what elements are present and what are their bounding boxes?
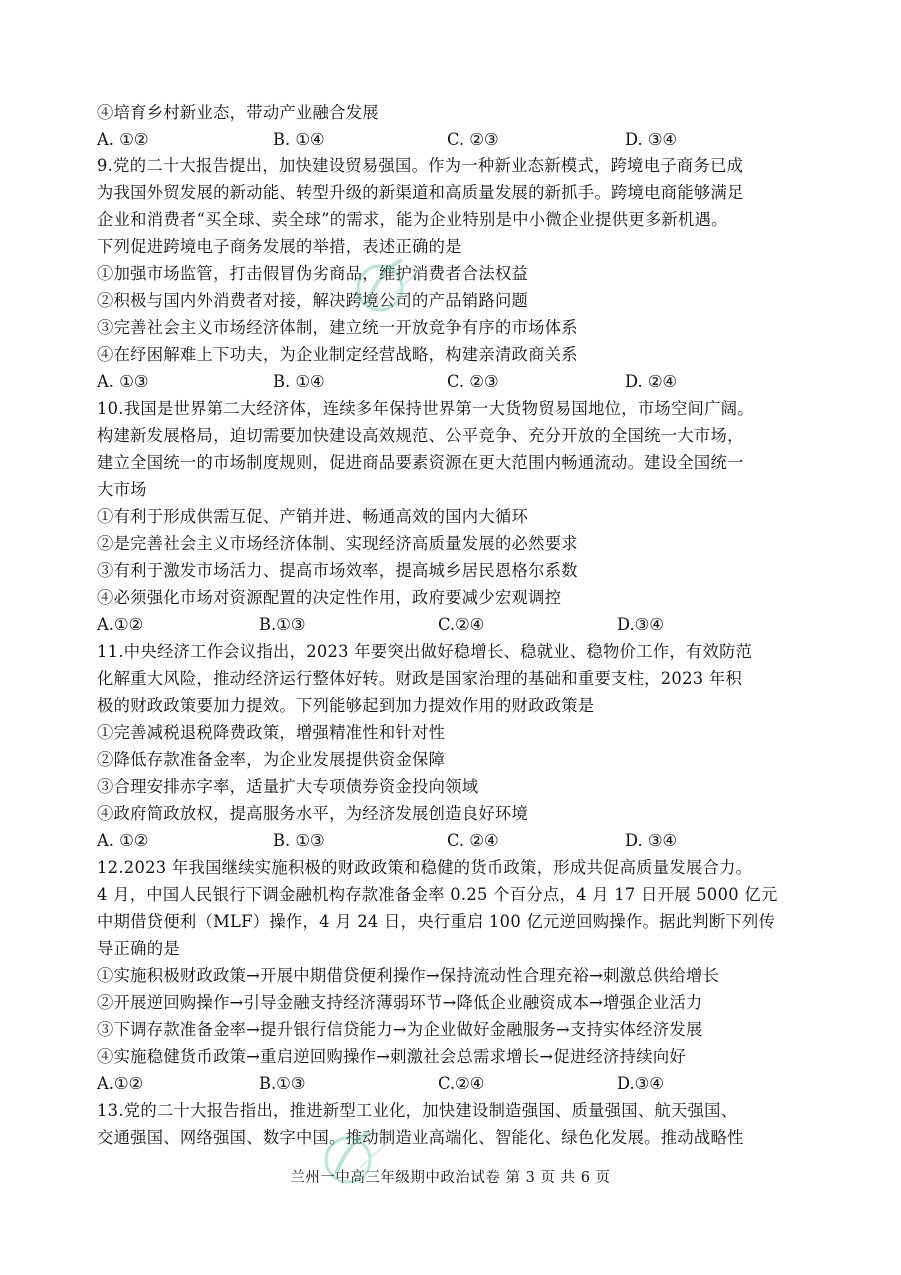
q9-item-1: ①加强市场监管，打击假冒伪劣商品，维护消费者合法权益 (97, 264, 529, 283)
q11-item-3: ③合理安排赤字率，适量扩大专项债券资金投向领域 (97, 777, 479, 796)
watermark-logo-icon (340, 240, 430, 330)
q11-item-1: ①完善减税退税降费政策，增强精准性和针对性 (97, 723, 446, 742)
option-a: A.①② (97, 1074, 144, 1093)
q10-stem-line-2: 构建新发展格局，迫切需要加快建设高效规范、公平竞争、充分开放的全国统一大市场， (97, 426, 744, 445)
q11-stem-line-2: 化解重大风险，推动经济运行整体好转。财政是国家治理的基础和重要支柱，2023 年积 (97, 669, 743, 688)
q9-stem-line-2: 为我国外贸发展的新动能、转型升级的新渠道和高质量发展的新抓手。跨境电商能够满足 (97, 183, 744, 202)
option-a: A. ①② (97, 831, 149, 850)
watermark-logo-icon (308, 1112, 398, 1202)
q12-stem-line-4: 导正确的是 (97, 939, 180, 958)
option-c: C. ②③ (447, 372, 499, 391)
option-d: D.③④ (617, 615, 664, 634)
q11-item-4: ④政府简政放权，提高服务水平，为经济发展创造良好环境 (97, 804, 529, 823)
option-d: D.③④ (617, 1074, 664, 1093)
q12-item-3: ③下调存款准备金率→提升银行信贷能力→为企业做好金融服务→支持实体经济发展 (97, 1020, 703, 1039)
q9-stem-line-4: 下列促进跨境电子商务发展的举措，表述正确的是 (97, 237, 462, 256)
q10-stem-line-4: 大市场 (97, 480, 147, 499)
option-c: C. ②③ (447, 130, 499, 149)
option-a: A.①② (97, 615, 144, 634)
q12-item-4: ④实施稳健货币政策→重启逆回购操作→刺激社会总需求增长→促进经济持续向好 (97, 1047, 687, 1066)
q13-stem-line-2: 交通强国、网络强国、数字中国。推动制造业高端化、智能化、绿色化发展。推动战略性 (97, 1128, 744, 1147)
q10-item-1: ①有利于形成供需互促、产销并进、畅通高效的国内大循环 (97, 507, 529, 526)
q10-stem-line-3: 建立全国统一的市场制度规则，促进商品要素资源在更大范围内畅通流动。建设全国统一 (97, 453, 744, 472)
option-a: A. ①② (97, 130, 149, 149)
option-d: D. ③④ (625, 130, 678, 149)
q12-stem-line-2: 4 月，中国人民银行下调金融机构存款准备金率 0.25 个百分点，4 月 17 日开展 5000 亿元 (97, 885, 778, 904)
option-b: B. ①④ (273, 130, 325, 149)
option-c: C.②④ (438, 615, 485, 634)
q9-stem-line-1: 9.党的二十大报告提出，加快建设贸易强国。作为一种新业态新模式，跨境电子商务已成 (97, 156, 744, 175)
option-b: B. ①④ (273, 372, 325, 391)
option-a: A. ①③ (97, 372, 149, 391)
q12-stem-line-1: 12.2023 年我国继续实施积极的财政政策和稳健的货币政策，形成共促高质量发展合力。 (97, 858, 753, 877)
q12-stem-line-3: 中期借贷便利（MLF）操作，4 月 24 日，央行重启 100 亿元逆回购操作。据此判断下列传 (97, 912, 776, 931)
q10-item-4: ④必须强化市场对资源配置的决定性作用，政府要减少宏观调控 (97, 588, 562, 607)
option-d: D. ③④ (625, 831, 678, 850)
q9-stem-line-3: 企业和消费者“买全球、卖全球”的需求，能为企业特别是中小微企业提供更多新机遇。 (97, 210, 728, 229)
q12-item-2: ②开展逆回购操作→引导金融支持经济薄弱环节→降低企业融资成本→增强企业活力 (97, 993, 703, 1012)
option-b: B. ①③ (273, 831, 325, 850)
q11-stem-line-1: 11.中央经济工作会议指出，2023 年要突出做好稳增长、稳就业、稳物价工作，有效防范 (97, 642, 753, 661)
page-footer: 兰州一中高三年级期中政治试卷 第 3 页 共 6 页 (290, 1170, 611, 1186)
option-c: C.②④ (438, 1074, 485, 1093)
q8-item-4: ④培育乡村新业态，带动产业融合发展 (97, 103, 379, 122)
option-d: D. ②④ (625, 372, 678, 391)
q10-stem-line-1: 10.我国是世界第二大经济体，连续多年保持世界第一大货物贸易国地位，市场空间广阔。 (97, 399, 754, 418)
q10-item-2: ②是完善社会主义市场经济体制、实现经济高质量发展的必然要求 (97, 534, 578, 553)
q9-item-3: ③完善社会主义市场经济体制，建立统一开放竞争有序的市场体系 (97, 318, 578, 337)
q9-item-4: ④在纾困解难上下功夫，为企业制定经营战略，构建亲清政商关系 (97, 345, 578, 364)
q11-item-2: ②降低存款准备金率，为企业发展提供资金保障 (97, 750, 446, 769)
option-b: B.①③ (259, 1074, 306, 1093)
option-c: C. ②④ (447, 831, 499, 850)
option-b: B.①③ (259, 615, 306, 634)
q11-stem-line-3: 极的财政政策要加力提效。下列能够起到加力提效作用的财政政策是 (97, 696, 595, 715)
q12-item-1: ①实施积极财政政策→开展中期借贷便利操作→保持流动性合理充裕→刺激总供给增长 (97, 966, 720, 985)
q9-item-2: ②积极与国内外消费者对接，解决跨境公司的产品销路问题 (97, 291, 529, 310)
q13-stem-line-1: 13.党的二十大报告指出，推进新型工业化，加快建设制造强国、质量强国、航天强国、 (97, 1101, 738, 1120)
q10-item-3: ③有利于激发市场活力、提高市场效率，提高城乡居民恩格尔系数 (97, 561, 578, 580)
